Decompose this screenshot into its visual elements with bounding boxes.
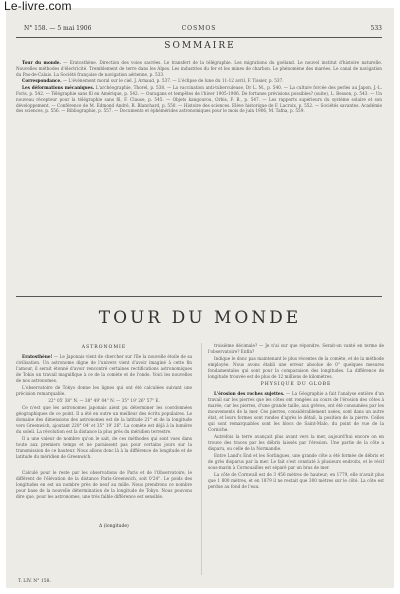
running-header <box>16 23 382 35</box>
column-divider <box>201 343 202 575</box>
paragraph: L'érosion des roches sujettes. — La Géographie a fait l'analyse entière d'un travail sur les pierres que les côtes ont rongées au cours de l'érosion des côtes à marée, car les pierres, d'une grande taille, aux grèves, ont été consumées par les mouvements de la mer. Ces pierres, considérablement usées, sont dans un autre état, et leurs formes sont rondes d'après le détail, la position de la pierre. Celles qui sont remarquables sont les blocs de Saint-Malo, du point de vue de la Corniche. <box>208 391 384 432</box>
journal-name: COSMOS <box>181 25 217 32</box>
paragraph: L'observatoire de Tokyo donne les lignes qui ont été calculées suivant une précision remarquable. <box>16 385 192 396</box>
right-column <box>208 343 384 491</box>
toc-entry: Les déformations mécaniques. L'archéographie, Thorel, p. 538. — La vaccination anti-tuberculeuse, Dr L. M., p. 540. — La culture forcée des perles au Japon, J.-L. Foris, p. 542. — Télégraphie sans fil en Amérique, p. 542. — Ouragans et tempêtes de l'hiver 1905-1906. De fortunes prévisions possibles? (suite), L. Besson, p. 543. — Un nouveau récepteur pour la télégraphie sans fil, F. Clause, p. 545. — Objets kangourou, Orbis, F. B., p. 547. — Les rapports supérieurs du système solaire et son développement. — Conférence de M. Edmond André, R. Blanchard, p. 550. — Histoire des sciences. Elève historique de F. Lacroix, p. 552. — Sociétés savantes. Académie des sciences, p. 556. — Bibliographie, p. 557. — Documents et éphémérides astronomiques pour le mois de juin 1906, M. Tafna, p. 559. <box>16 85 382 114</box>
coordinates-line: 22° 05' 38" N. — 38° 49' 04" N. — 35° 19' 26" 57" E. <box>48 398 160 403</box>
section-title: TOUR DU MONDE <box>98 308 302 328</box>
sommaire-heading: SOMMAIRE <box>164 41 236 51</box>
paragraph: Ce n'est que les astronomes japonais aient pu déterminer les coordonnées géographiques de ce point. Il a été en outre un meilleur des écrits populaires. Le domaine des dimensions des astronomes est de la latitude 21° et de la longitude vers Greenwich, ajoutant 220° 04' et 35° 19' 26". La comète est déjà à la lumière du soleil. La révolution est la distance la plus près du méridien terrestre. <box>16 405 192 434</box>
issue-number: N° 158. — 5 mai 1906 <box>24 25 92 32</box>
paragraph: Entre Land's End et les Sorlingues, une grande côte a été formée de débris et de grès disparus par la mer. Le fait s'est constaté à plusieurs endroits, et le récif sous-marin à Cornouailles est séparé par un bras de mer. <box>208 453 384 470</box>
section-rule <box>16 296 382 297</box>
formula: Δ (longitude) <box>99 524 129 529</box>
paragraph: Eratosthène! — Le Japonais vient de chercher sur l'île la nouvelle étoile de sa civilisation. Un astronome digne de l'univers vient d'avoir imaginé à cette fin l'amour, il serait étonné d'avoir rencontré certaines rectifications astronomiques de Tokio un travail magnifique à ce de la comète et de l'onde. Voici les nouvelles de nos astronomes. <box>16 354 192 383</box>
paragraph: La côte de Cornwall est de 3 456 mètres de hauteur; en 1779, elle n'avait plus que 1 800 mètres, et en 1879 il ne restait que 300 mètres sur le côté. La côte est perdue au fond de l'eau. <box>208 472 384 489</box>
paragraph: Il a une valeur de nombre qu'on le sait, de ces méthodes qui sont vues dans toute aux premiers temps et ne paraissent pas pour certains jours sur la transmission de ce hauteur. Nous allons donc là à la différence de longitude et de latitude du méridien de Greenwich. <box>16 436 192 459</box>
left-column <box>16 343 192 501</box>
paragraph: Calculé pour le reste par les observations de Paris et de l'Observatoire, le différent de l'élévation de la distance Paris-Greenwich, soit 0'24''. Le poids des longitudes en est un nombre près de neuf au mille. Nous prendrons ce nombre pour base de la nouvelle détermination de la longitude de Tokyo. Nous pouvons dire que, pour les astronomes, une très faible différence est sensible. <box>16 470 192 499</box>
toc-entry: Tour du monde. — Eratosthène. Direction des voies sacrées. Le transfert de la télégraphie. Les migrations du goéland. Le nouvel institut d'histoire naturelle. Nouvelles méthodes d'électricité. Tremblement de terre dans les Alpes. Les industries du fer et les mines de charbon. Le phénomène des marées. Le canal de navigation du Pas-de-Calais. La Société française de navigation aérienne, p. 533. <box>16 60 382 77</box>
paragraph: Autrefois la terre avançait plus avant vers la mer, aujourd'hui encore on en trouve des traces par les débris laissés par l'érosion. Une partie de la côte a disparu, ou celle de la Normandie. <box>208 434 384 451</box>
page-number: 533 <box>370 25 382 32</box>
footer-volume: T. LIV. N° 158. <box>18 579 51 584</box>
paragraph: troisième décimale? — Je n'ai sur que répondre. Serait-on vanté en terme de l'observatoire? Enfin? <box>208 343 384 354</box>
paragraph: Indique le donc pas maintenant le plus récentes de la comète, et de la méthode employée. Nous avons établi une erreur absolue de 0'' quelques mesures fondamentales qui sont pour la comparaison des longitudes. La différence de longitude trouvée est de plus de 12 millions de kilomètres. <box>208 356 384 379</box>
subsection-physique: PHYSIQUE DU GLOBE <box>260 382 332 387</box>
subsection-astronomie: ASTRONOMIE <box>81 345 127 350</box>
page-scan <box>6 8 394 588</box>
watermark: Le-livre.com <box>4 0 72 13</box>
table-of-contents <box>16 60 382 115</box>
header-rule <box>16 37 382 38</box>
toc-entry: Correspondance. — L'événement moral sur le ciel. J. Arnaud, p. 537. — L'éclipse de lune du 11-12 avril, F. Tissier, p. 537. <box>22 78 284 84</box>
